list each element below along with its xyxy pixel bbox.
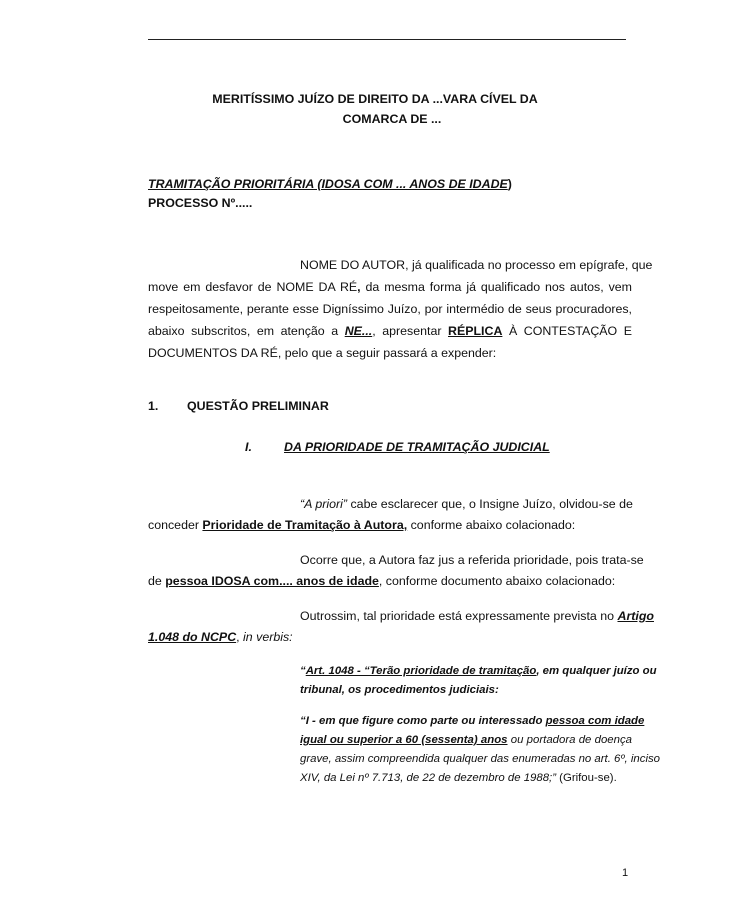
intro-replica: RÉPLICA bbox=[448, 324, 503, 338]
a-priori: “A priori” bbox=[300, 497, 348, 511]
intro-l4e: À CONTESTAÇÃO E bbox=[502, 324, 632, 338]
para1-l1b: cabe esclarecer que, o Insigne Juízo, olvidou-se de bbox=[347, 497, 633, 511]
header-line-2: COMARCA DE ... bbox=[342, 112, 442, 126]
para2-l2a: de bbox=[148, 574, 166, 588]
top-rule bbox=[148, 39, 626, 40]
subsection-title: DA PRIORIDADE DE TRAMITAÇÃO JUDICIAL bbox=[284, 440, 550, 454]
intro-line-5: DOCUMENTOS DA RÉ, pelo que a seguir passará a expender: bbox=[148, 346, 497, 360]
intro-l4c: , apresentar bbox=[372, 324, 449, 338]
para1-line-2 bbox=[148, 518, 632, 532]
quote2-l2b: ou portadora de doença bbox=[507, 734, 632, 746]
intro-l2c: da mesma forma já qualificado nos autos, vem bbox=[360, 280, 632, 294]
section-1-title: QUESTÃO PRELIMINAR bbox=[187, 399, 329, 413]
quote2-line-3: grave, assim compreendida qualquer das enumeradas no art. 6º, inciso bbox=[300, 753, 661, 765]
ncpc-ref: 1.048 do NCPC bbox=[148, 630, 237, 644]
priority-title-close: ) bbox=[507, 177, 512, 191]
para2-l2c: , conforme documento abaixo colacionado: bbox=[378, 574, 616, 588]
quote2-l1b: pessoa com idade bbox=[545, 715, 645, 727]
para2-line-2 bbox=[148, 574, 632, 588]
quote2-l4a: XIV, da Lei nº 7.713, de 22 de dezembro de 1988;” bbox=[300, 772, 556, 784]
intro-l4a: abaixo subscritos, em atenção a bbox=[148, 324, 345, 338]
in-verbis: in verbis: bbox=[243, 630, 293, 644]
quote1-l1c: , em qualquer juízo ou bbox=[536, 665, 657, 677]
intro-line-2 bbox=[148, 280, 632, 294]
section-1-number: 1. bbox=[148, 399, 159, 413]
quote2-line-2 bbox=[300, 734, 632, 746]
quote2-l1a: “I - em que figure como parte ou interessado bbox=[300, 715, 546, 727]
para3-l2b: , bbox=[236, 630, 244, 644]
quote1-line-1 bbox=[300, 665, 657, 677]
priority-title bbox=[148, 177, 512, 191]
intro-l2a: move em desfavor de NOME DA RÉ bbox=[148, 280, 358, 294]
process-number: PROCESSO Nº..... bbox=[148, 196, 253, 210]
para3-line-2 bbox=[148, 630, 632, 644]
para2-line-1: Ocorre que, a Autora faz jus a referida prioridade, pois trata-se bbox=[300, 553, 644, 567]
para3-line-1 bbox=[300, 609, 654, 623]
page-number: 1 bbox=[622, 867, 629, 879]
quote1-open: “ bbox=[300, 665, 306, 677]
quote2-line-1 bbox=[300, 715, 645, 727]
para1-l2a: conceder bbox=[148, 518, 203, 532]
quote1-article: Art. 1048 - “Terão prioridade de tramitação bbox=[305, 665, 537, 677]
quote1-line-2: tribunal, os procedimentos judiciais: bbox=[300, 684, 499, 696]
header-line-1: MERITÍSSIMO JUÍZO DE DIREITO DA ...VARA CÍVEL DA bbox=[212, 92, 538, 106]
intro-l2b: , bbox=[357, 280, 361, 294]
priority-title-text: TRAMITAÇÃO PRIORITÁRIA (IDOSA COM ... ANOS DE IDADE bbox=[148, 177, 508, 191]
para1-l2c: conforme abaixo colacionado: bbox=[407, 518, 576, 532]
intro-ne: NE... bbox=[344, 324, 373, 338]
para1-line-1 bbox=[300, 497, 632, 511]
quote2-line-4 bbox=[300, 772, 632, 784]
artigo-ref: Artigo bbox=[617, 609, 654, 623]
elderly-person: pessoa IDOSA com.... anos de idade bbox=[165, 574, 379, 588]
intro-line-3: respeitosamente, perante esse Digníssimo Juízo, por intermédio de seus procuradores, bbox=[148, 302, 632, 316]
quote2-age: igual ou superior a 60 (sessenta) anos bbox=[300, 734, 508, 746]
priority-for-author: Prioridade de Tramitação à Autora, bbox=[202, 518, 408, 532]
grifou-se: (Grifou-se). bbox=[556, 772, 617, 784]
subsection-number: I. bbox=[245, 440, 252, 454]
intro-line-1: NOME DO AUTOR, já qualificada no processo em epígrafe, que bbox=[300, 258, 653, 272]
intro-line-4 bbox=[148, 324, 632, 338]
para3-l1a: Outrossim, tal prioridade está expressamente prevista no bbox=[300, 609, 618, 623]
